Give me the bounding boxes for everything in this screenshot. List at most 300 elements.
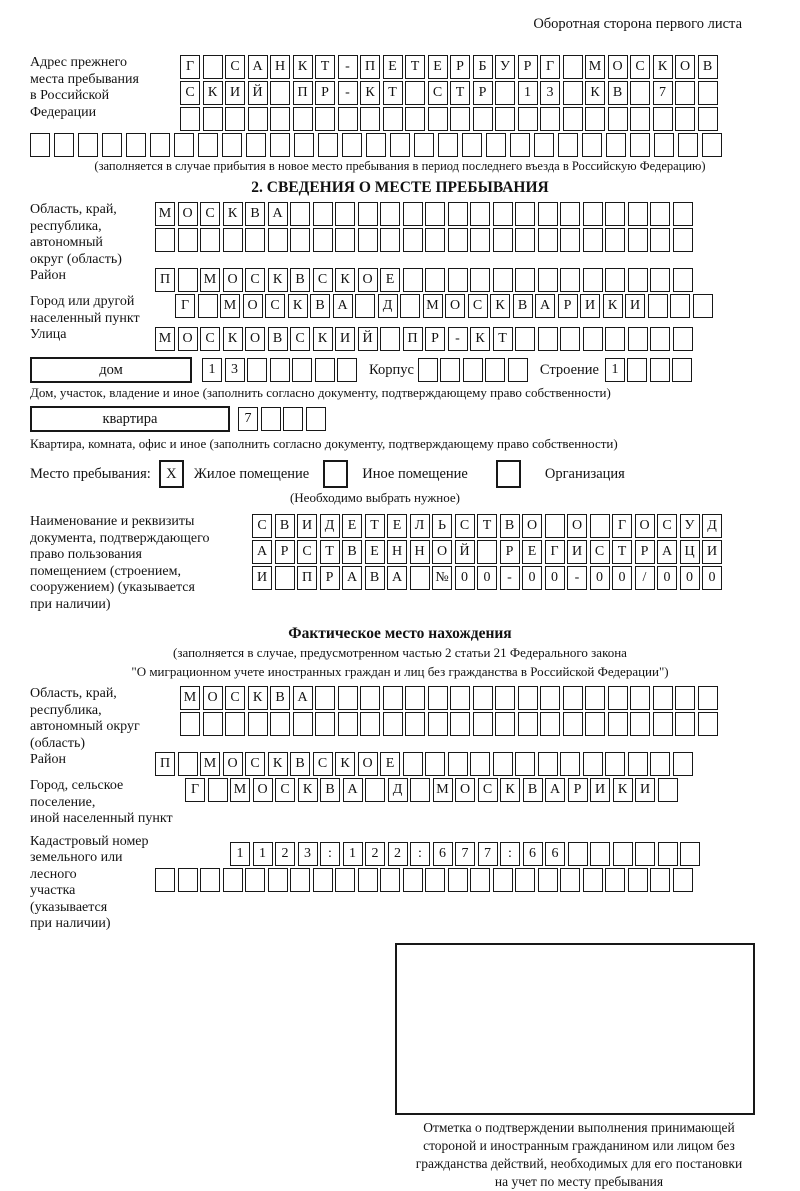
char-box[interactable]	[178, 752, 198, 776]
char-box[interactable]: 0	[455, 566, 475, 590]
char-box[interactable]: К	[360, 81, 380, 105]
char-box[interactable]: С	[455, 514, 475, 538]
char-box[interactable]	[568, 842, 588, 866]
char-box[interactable]	[605, 228, 625, 252]
char-box[interactable]: О	[245, 327, 265, 351]
char-box[interactable]	[405, 107, 425, 131]
char-box[interactable]	[675, 81, 695, 105]
char-box[interactable]	[178, 228, 198, 252]
char-box[interactable]	[150, 133, 170, 157]
char-box[interactable]	[313, 228, 333, 252]
char-box[interactable]: Т	[477, 514, 497, 538]
char-box[interactable]	[698, 81, 718, 105]
char-box[interactable]	[495, 686, 515, 710]
char-box[interactable]	[477, 540, 497, 564]
char-box[interactable]	[313, 868, 333, 892]
char-box[interactable]	[583, 268, 603, 292]
char-box[interactable]	[290, 202, 310, 226]
char-box[interactable]	[290, 868, 310, 892]
char-box[interactable]: Р	[320, 566, 340, 590]
char-box[interactable]: К	[335, 268, 355, 292]
char-box[interactable]	[428, 686, 448, 710]
char-box[interactable]: Т	[450, 81, 470, 105]
char-box[interactable]	[178, 268, 198, 292]
char-box[interactable]	[360, 712, 380, 736]
char-box[interactable]	[540, 107, 560, 131]
char-box[interactable]: 6	[523, 842, 543, 866]
char-box[interactable]: 2	[275, 842, 295, 866]
char-box[interactable]: О	[223, 268, 243, 292]
char-box[interactable]: 1	[253, 842, 273, 866]
char-box[interactable]: О	[178, 202, 198, 226]
char-box[interactable]	[366, 133, 386, 157]
char-box[interactable]: 2	[365, 842, 385, 866]
char-box[interactable]	[448, 268, 468, 292]
char-box[interactable]	[245, 228, 265, 252]
char-box[interactable]: А	[268, 202, 288, 226]
char-box[interactable]: Й	[455, 540, 475, 564]
char-box[interactable]	[203, 55, 223, 79]
char-box[interactable]	[673, 228, 693, 252]
char-box[interactable]	[126, 133, 146, 157]
char-box[interactable]: Ц	[680, 540, 700, 564]
char-box[interactable]	[627, 358, 647, 382]
char-box[interactable]	[534, 133, 554, 157]
char-box[interactable]: Т	[405, 55, 425, 79]
checkbox-residential[interactable]: X	[159, 460, 184, 488]
char-box[interactable]	[403, 202, 423, 226]
char-box[interactable]: 1	[202, 358, 222, 382]
char-box[interactable]: М	[230, 778, 250, 802]
char-box[interactable]	[582, 133, 602, 157]
char-box[interactable]: В	[290, 752, 310, 776]
char-box[interactable]: С	[245, 268, 265, 292]
char-box[interactable]: С	[290, 327, 310, 351]
char-box[interactable]	[628, 868, 648, 892]
char-box[interactable]: 0	[545, 566, 565, 590]
char-box[interactable]	[560, 202, 580, 226]
char-box[interactable]	[315, 358, 335, 382]
char-box[interactable]	[630, 107, 650, 131]
char-box[interactable]	[678, 133, 698, 157]
char-box[interactable]: К	[293, 55, 313, 79]
char-box[interactable]: :	[500, 842, 520, 866]
char-box[interactable]: М	[155, 327, 175, 351]
char-box[interactable]: У	[680, 514, 700, 538]
char-box[interactable]: 1	[605, 358, 625, 382]
char-box[interactable]: 7	[238, 407, 258, 431]
char-box[interactable]	[54, 133, 74, 157]
char-box[interactable]: К	[470, 327, 490, 351]
char-box[interactable]	[650, 202, 670, 226]
char-box[interactable]	[425, 868, 445, 892]
char-box[interactable]: П	[155, 268, 175, 292]
char-box[interactable]: И	[702, 540, 722, 564]
char-box[interactable]	[315, 107, 335, 131]
char-box[interactable]	[337, 358, 357, 382]
char-box[interactable]	[425, 228, 445, 252]
char-box[interactable]: О	[223, 752, 243, 776]
char-box[interactable]	[538, 268, 558, 292]
char-box[interactable]	[270, 712, 290, 736]
char-box[interactable]: Ь	[432, 514, 452, 538]
char-box[interactable]: А	[657, 540, 677, 564]
char-box[interactable]	[335, 202, 355, 226]
char-box[interactable]	[698, 686, 718, 710]
char-box[interactable]: П	[403, 327, 423, 351]
char-box[interactable]: 3	[225, 358, 245, 382]
char-box[interactable]: О	[567, 514, 587, 538]
char-box[interactable]	[180, 107, 200, 131]
char-box[interactable]	[440, 358, 460, 382]
char-box[interactable]	[335, 868, 355, 892]
char-box[interactable]: С	[313, 268, 333, 292]
char-box[interactable]	[538, 202, 558, 226]
char-box[interactable]	[675, 686, 695, 710]
char-box[interactable]	[246, 133, 266, 157]
char-box[interactable]: 0	[702, 566, 722, 590]
char-box[interactable]: С	[200, 202, 220, 226]
char-box[interactable]: 3	[540, 81, 560, 105]
char-box[interactable]	[605, 752, 625, 776]
char-box[interactable]	[538, 327, 558, 351]
char-box[interactable]: Е	[522, 540, 542, 564]
char-box[interactable]: -	[567, 566, 587, 590]
char-box[interactable]: Е	[387, 514, 407, 538]
char-box[interactable]: С	[428, 81, 448, 105]
char-box[interactable]	[630, 686, 650, 710]
char-box[interactable]: С	[252, 514, 272, 538]
char-box[interactable]: И	[335, 327, 355, 351]
char-box[interactable]	[223, 868, 243, 892]
char-box[interactable]: В	[513, 294, 533, 318]
char-box[interactable]	[448, 868, 468, 892]
char-box[interactable]: 1	[518, 81, 538, 105]
char-box[interactable]: К	[585, 81, 605, 105]
char-box[interactable]	[630, 133, 650, 157]
char-box[interactable]	[493, 202, 513, 226]
char-box[interactable]: М	[423, 294, 443, 318]
char-box[interactable]	[650, 327, 670, 351]
char-box[interactable]	[672, 358, 692, 382]
char-box[interactable]: Т	[320, 540, 340, 564]
char-box[interactable]: Е	[383, 55, 403, 79]
char-box[interactable]	[650, 868, 670, 892]
char-box[interactable]: 0	[590, 566, 610, 590]
char-box[interactable]	[560, 327, 580, 351]
char-box[interactable]: №	[432, 566, 452, 590]
char-box[interactable]: К	[313, 327, 333, 351]
apartment-type-box[interactable]: квартира	[30, 406, 230, 432]
char-box[interactable]: 7	[455, 842, 475, 866]
char-box[interactable]	[414, 133, 434, 157]
char-box[interactable]: К	[203, 81, 223, 105]
char-box[interactable]: В	[290, 268, 310, 292]
char-box[interactable]	[658, 778, 678, 802]
char-box[interactable]: У	[495, 55, 515, 79]
char-box[interactable]: Р	[568, 778, 588, 802]
char-box[interactable]: К	[223, 327, 243, 351]
char-box[interactable]: С	[275, 778, 295, 802]
char-box[interactable]: Р	[425, 327, 445, 351]
char-box[interactable]	[495, 81, 515, 105]
char-box[interactable]: Й	[248, 81, 268, 105]
char-box[interactable]	[654, 133, 674, 157]
char-box[interactable]: О	[675, 55, 695, 79]
char-box[interactable]	[493, 268, 513, 292]
house-type-box[interactable]: дом	[30, 357, 192, 383]
char-box[interactable]: С	[297, 540, 317, 564]
char-box[interactable]: П	[360, 55, 380, 79]
char-box[interactable]: Р	[450, 55, 470, 79]
char-box[interactable]	[590, 514, 610, 538]
char-box[interactable]: А	[342, 566, 362, 590]
char-box[interactable]: О	[608, 55, 628, 79]
char-box[interactable]: Г	[540, 55, 560, 79]
char-box[interactable]	[358, 202, 378, 226]
char-box[interactable]	[463, 358, 483, 382]
char-box[interactable]: -	[500, 566, 520, 590]
char-box[interactable]	[473, 686, 493, 710]
char-box[interactable]	[155, 868, 175, 892]
char-box[interactable]: О	[178, 327, 198, 351]
char-box[interactable]	[563, 712, 583, 736]
char-box[interactable]	[493, 228, 513, 252]
char-box[interactable]	[518, 686, 538, 710]
char-box[interactable]	[338, 107, 358, 131]
char-box[interactable]: С	[245, 752, 265, 776]
char-box[interactable]	[425, 202, 445, 226]
char-box[interactable]	[448, 202, 468, 226]
char-box[interactable]	[30, 133, 50, 157]
char-box[interactable]: М	[433, 778, 453, 802]
char-box[interactable]: Г	[612, 514, 632, 538]
char-box[interactable]: О	[445, 294, 465, 318]
char-box[interactable]	[608, 686, 628, 710]
char-box[interactable]	[486, 133, 506, 157]
char-box[interactable]	[294, 133, 314, 157]
char-box[interactable]: С	[590, 540, 610, 564]
char-box[interactable]	[680, 842, 700, 866]
char-box[interactable]: М	[180, 686, 200, 710]
char-box[interactable]: Т	[612, 540, 632, 564]
char-box[interactable]	[283, 407, 303, 431]
char-box[interactable]	[693, 294, 713, 318]
char-box[interactable]: П	[293, 81, 313, 105]
char-box[interactable]: 6	[433, 842, 453, 866]
char-box[interactable]	[390, 133, 410, 157]
char-box[interactable]	[540, 712, 560, 736]
char-box[interactable]	[403, 868, 423, 892]
char-box[interactable]	[403, 752, 423, 776]
char-box[interactable]	[495, 107, 515, 131]
char-box[interactable]: Е	[380, 268, 400, 292]
char-box[interactable]: С	[657, 514, 677, 538]
char-box[interactable]	[155, 228, 175, 252]
char-box[interactable]	[635, 842, 655, 866]
char-box[interactable]	[510, 133, 530, 157]
char-box[interactable]	[428, 712, 448, 736]
char-box[interactable]	[658, 842, 678, 866]
char-box[interactable]	[275, 566, 295, 590]
char-box[interactable]	[605, 268, 625, 292]
char-box[interactable]	[650, 752, 670, 776]
char-box[interactable]: О	[522, 514, 542, 538]
char-box[interactable]	[380, 327, 400, 351]
char-box[interactable]: Е	[365, 540, 385, 564]
char-box[interactable]	[405, 712, 425, 736]
char-box[interactable]	[268, 868, 288, 892]
char-box[interactable]	[450, 686, 470, 710]
char-box[interactable]	[470, 868, 490, 892]
char-box[interactable]: Р	[315, 81, 335, 105]
char-box[interactable]: П	[297, 566, 317, 590]
char-box[interactable]: В	[245, 202, 265, 226]
char-box[interactable]	[448, 228, 468, 252]
char-box[interactable]: И	[635, 778, 655, 802]
char-box[interactable]	[292, 358, 312, 382]
char-box[interactable]	[538, 752, 558, 776]
char-box[interactable]: С	[478, 778, 498, 802]
char-box[interactable]	[470, 228, 490, 252]
char-box[interactable]: К	[613, 778, 633, 802]
char-box[interactable]: В	[698, 55, 718, 79]
char-box[interactable]: Т	[493, 327, 513, 351]
char-box[interactable]	[383, 107, 403, 131]
char-box[interactable]: Д	[320, 514, 340, 538]
char-box[interactable]	[508, 358, 528, 382]
char-box[interactable]	[675, 712, 695, 736]
char-box[interactable]: В	[365, 566, 385, 590]
char-box[interactable]: Й	[358, 327, 378, 351]
char-box[interactable]	[78, 133, 98, 157]
char-box[interactable]	[403, 268, 423, 292]
char-box[interactable]	[225, 712, 245, 736]
char-box[interactable]: И	[625, 294, 645, 318]
char-box[interactable]	[360, 107, 380, 131]
char-box[interactable]	[583, 202, 603, 226]
char-box[interactable]	[403, 228, 423, 252]
char-box[interactable]: В	[268, 327, 288, 351]
char-box[interactable]	[222, 133, 242, 157]
char-box[interactable]: Р	[473, 81, 493, 105]
char-box[interactable]	[470, 202, 490, 226]
char-box[interactable]: 0	[657, 566, 677, 590]
char-box[interactable]: О	[358, 752, 378, 776]
char-box[interactable]	[628, 752, 648, 776]
char-box[interactable]: Р	[558, 294, 578, 318]
char-box[interactable]: Н	[270, 55, 290, 79]
char-box[interactable]: К	[268, 752, 288, 776]
char-box[interactable]	[342, 133, 362, 157]
char-box[interactable]: 0	[680, 566, 700, 590]
char-box[interactable]: 0	[477, 566, 497, 590]
char-box[interactable]	[583, 752, 603, 776]
char-box[interactable]	[102, 133, 122, 157]
char-box[interactable]: О	[358, 268, 378, 292]
char-box[interactable]	[653, 107, 673, 131]
char-box[interactable]: 2	[388, 842, 408, 866]
char-box[interactable]: С	[200, 327, 220, 351]
char-box[interactable]	[560, 228, 580, 252]
char-box[interactable]: К	[653, 55, 673, 79]
char-box[interactable]	[590, 842, 610, 866]
char-box[interactable]	[518, 107, 538, 131]
char-box[interactable]: П	[155, 752, 175, 776]
char-box[interactable]: Р	[518, 55, 538, 79]
char-box[interactable]	[223, 228, 243, 252]
char-box[interactable]: Г	[185, 778, 205, 802]
char-box[interactable]: Г	[175, 294, 195, 318]
char-box[interactable]	[605, 202, 625, 226]
char-box[interactable]: Л	[410, 514, 430, 538]
char-box[interactable]: Т	[365, 514, 385, 538]
char-box[interactable]: И	[225, 81, 245, 105]
checkbox-other-premises[interactable]	[323, 460, 348, 488]
char-box[interactable]: К	[335, 752, 355, 776]
char-box[interactable]: К	[500, 778, 520, 802]
char-box[interactable]: А	[387, 566, 407, 590]
char-box[interactable]	[670, 294, 690, 318]
char-box[interactable]: О	[432, 540, 452, 564]
char-box[interactable]	[200, 228, 220, 252]
char-box[interactable]: А	[535, 294, 555, 318]
char-box[interactable]	[208, 778, 228, 802]
char-box[interactable]	[245, 868, 265, 892]
char-box[interactable]: Е	[342, 514, 362, 538]
char-box[interactable]	[613, 842, 633, 866]
char-box[interactable]	[608, 107, 628, 131]
char-box[interactable]	[270, 107, 290, 131]
char-box[interactable]	[585, 712, 605, 736]
char-box[interactable]	[538, 868, 558, 892]
char-box[interactable]	[428, 107, 448, 131]
char-box[interactable]: -	[448, 327, 468, 351]
char-box[interactable]	[485, 358, 505, 382]
char-box[interactable]: С	[225, 686, 245, 710]
char-box[interactable]	[648, 294, 668, 318]
char-box[interactable]	[628, 228, 648, 252]
char-box[interactable]: :	[320, 842, 340, 866]
char-box[interactable]	[180, 712, 200, 736]
char-box[interactable]	[448, 752, 468, 776]
char-box[interactable]	[270, 81, 290, 105]
char-box[interactable]	[380, 228, 400, 252]
char-box[interactable]	[470, 752, 490, 776]
char-box[interactable]	[405, 686, 425, 710]
char-box[interactable]	[650, 228, 670, 252]
char-box[interactable]: 1	[343, 842, 363, 866]
char-box[interactable]	[518, 712, 538, 736]
char-box[interactable]	[315, 712, 335, 736]
char-box[interactable]	[360, 686, 380, 710]
char-box[interactable]: 1	[230, 842, 250, 866]
char-box[interactable]	[410, 778, 430, 802]
char-box[interactable]	[306, 407, 326, 431]
char-box[interactable]: В	[270, 686, 290, 710]
char-box[interactable]	[515, 202, 535, 226]
char-box[interactable]	[545, 514, 565, 538]
char-box[interactable]	[335, 228, 355, 252]
char-box[interactable]: Д	[388, 778, 408, 802]
char-box[interactable]: 3	[298, 842, 318, 866]
char-box[interactable]	[473, 712, 493, 736]
char-box[interactable]	[495, 712, 515, 736]
char-box[interactable]: М	[220, 294, 240, 318]
char-box[interactable]	[675, 107, 695, 131]
char-box[interactable]: М	[200, 268, 220, 292]
char-box[interactable]	[673, 327, 693, 351]
